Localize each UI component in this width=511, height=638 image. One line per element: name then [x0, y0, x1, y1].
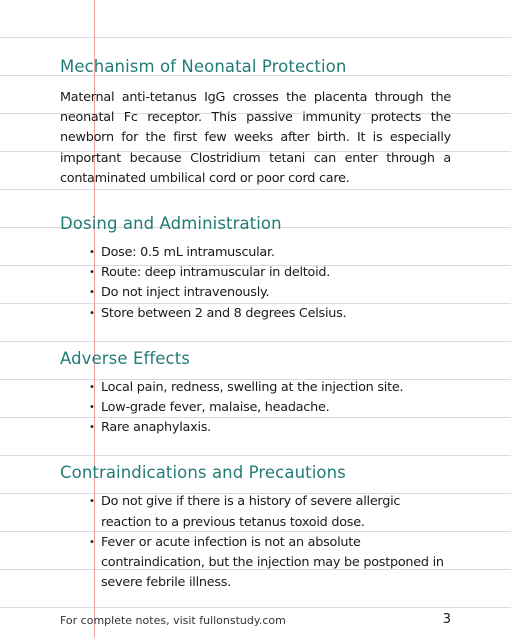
section-heading: Adverse Effects: [60, 348, 190, 368]
list-item: • Route: deep intramuscular in deltoid.: [101, 263, 451, 283]
section-heading: Mechanism of Neonatal Protection: [60, 57, 347, 76]
bullet-list: [60, 243, 451, 324]
list-item: • Local pain, redness, swelling at the injection site.: [101, 378, 451, 398]
list-item: • Dose: 0.5 mL intramuscular.: [101, 243, 451, 263]
bullet-list: [60, 492, 451, 593]
list-item: • Low-grade fever, malaise, headache.: [101, 398, 451, 418]
list-item: • Store between 2 and 8 degrees Celsius.: [101, 304, 451, 324]
section-adverse-effects: [60, 349, 451, 439]
bullet-list: [60, 378, 451, 439]
list-item: • Fever or acute infection is not an absolute contraindication, but the injection may be postponed in severe febrile illness.: [101, 533, 451, 594]
page-content: [60, 57, 451, 593]
section-mechanism: [60, 57, 451, 189]
list-item: • Do not inject intravenously.: [101, 283, 451, 303]
page-number: 3: [442, 612, 451, 627]
section-dosing: [60, 214, 451, 324]
section-paragraph: Maternal anti-tetanus IgG crosses the placenta through the neonatal Fc receptor. This passive immunity protects the newborn for the first few weeks after birth. It is especially important because Clostridium tetani can enter through a contaminated umbilical cord or poor cord care.: [60, 90, 451, 186]
list-item: • Do not give if there is a history of severe allergic reaction to a previous tetanus toxoid dose.: [101, 492, 451, 532]
list-item: • Rare anaphylaxis.: [101, 418, 451, 438]
section-heading: Dosing and Administration: [60, 214, 282, 234]
section-heading: Contraindications and Precautions: [60, 463, 346, 483]
footer-note: For complete notes, visit fullonstudy.com: [60, 614, 286, 627]
section-contraindications: [60, 463, 451, 593]
